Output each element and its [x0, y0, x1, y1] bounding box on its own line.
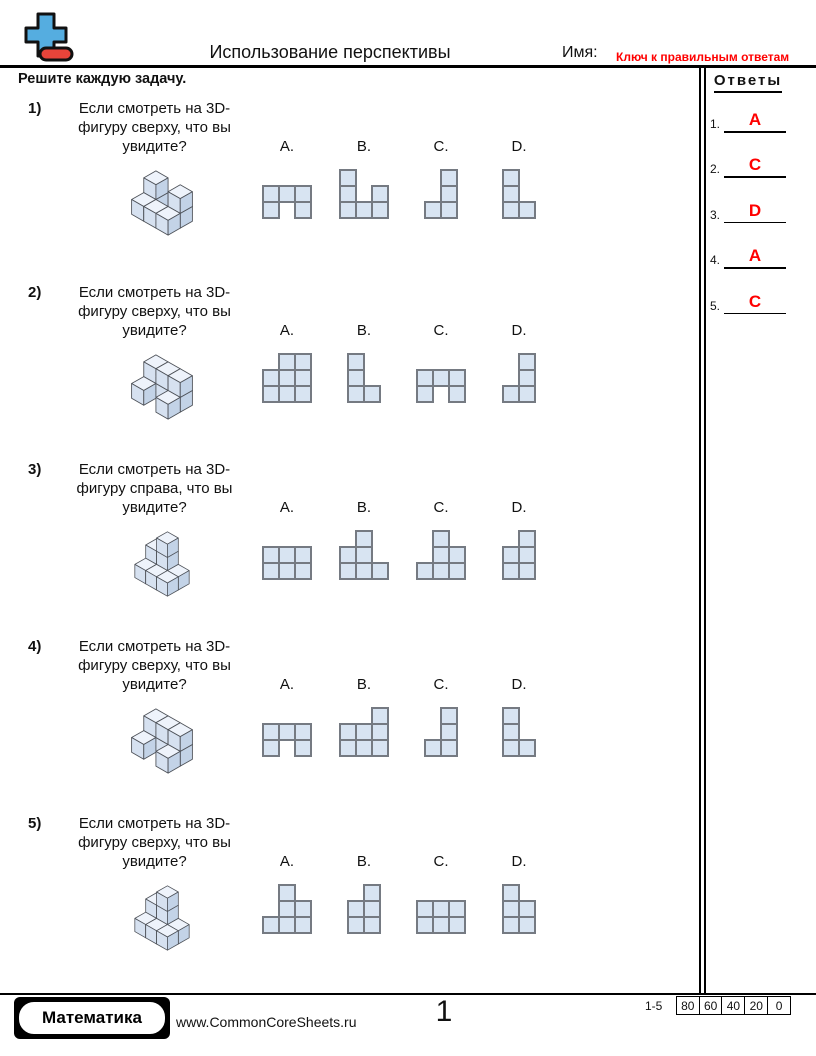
score-cell: 60 — [699, 996, 723, 1015]
option-grid-svg — [338, 529, 390, 581]
answer-blank-line — [724, 222, 786, 224]
option-label: B. — [356, 138, 372, 155]
figure-3d — [100, 354, 224, 420]
option-label: C. — [433, 676, 449, 693]
option-grid-svg — [261, 545, 313, 581]
option-grid — [396, 167, 486, 220]
option-grid-svg — [261, 722, 313, 758]
answer-blank-line — [724, 176, 786, 178]
option-grid — [474, 167, 564, 220]
option-grid-svg — [346, 352, 382, 404]
figure-3d — [100, 708, 224, 774]
option-label: C. — [433, 322, 449, 339]
option-grid-svg — [415, 368, 467, 404]
answer-key-label: Ключ к правильным ответам — [616, 50, 790, 64]
score-cell: 80 — [676, 996, 700, 1015]
option-grid — [396, 705, 486, 758]
question-line: Если смотреть на 3D- — [78, 284, 231, 301]
option-grid-svg — [415, 899, 467, 935]
option-grid-svg — [423, 706, 459, 758]
answer-row — [700, 246, 800, 288]
answer-number: 5. — [710, 298, 721, 313]
question-line: увидите? — [122, 676, 187, 693]
question-line: фигуру сверху, что вы — [78, 834, 231, 851]
option-label: A. — [279, 138, 295, 155]
option-grid — [396, 351, 486, 404]
website-link: www.CommonCoreSheets.ru — [176, 1014, 357, 1030]
option-grid — [396, 882, 486, 935]
figure-3d-svg — [100, 170, 224, 236]
answer-number: 3. — [710, 207, 721, 222]
option-label: D. — [511, 853, 527, 870]
figure-3d — [100, 170, 224, 236]
figure-3d-svg — [100, 354, 224, 420]
score-cell: 20 — [744, 996, 768, 1015]
question-line: увидите? — [122, 138, 187, 155]
question-text — [52, 637, 257, 694]
problem — [0, 99, 700, 264]
figure-3d — [100, 885, 224, 951]
answer-blank-line — [724, 267, 786, 269]
score-boxes — [677, 996, 791, 1015]
option-grid — [474, 351, 564, 404]
score-range-label: 1-5 — [645, 999, 663, 1013]
instructions: Решите каждую задачу. — [18, 71, 187, 87]
option-grid — [396, 528, 486, 581]
question-line: фигуру справа, что вы — [76, 480, 233, 497]
brand-badge — [14, 997, 170, 1039]
problem-number: 1) — [28, 100, 42, 117]
answer-letter: A — [748, 246, 762, 266]
option-grid-svg — [501, 883, 537, 935]
option-grid-svg — [423, 168, 459, 220]
answers-panel-title: Ответы — [706, 72, 790, 89]
option-label: D. — [511, 499, 527, 516]
minus-icon — [40, 48, 72, 60]
answer-number: 2. — [710, 162, 721, 177]
question-text — [52, 814, 257, 871]
answer-letter: C — [748, 155, 762, 175]
score-cell: 0 — [767, 996, 791, 1015]
option-grid — [474, 882, 564, 935]
option-grid-svg — [501, 529, 537, 581]
answer-row — [700, 201, 800, 243]
option-grid-svg — [501, 706, 537, 758]
option-label: B. — [356, 499, 372, 516]
problem — [0, 814, 700, 979]
problem-number: 5) — [28, 815, 42, 832]
page-number: 1 — [435, 995, 453, 1028]
problem — [0, 460, 700, 625]
question-line: Если смотреть на 3D- — [78, 815, 231, 832]
option-label: C. — [433, 853, 449, 870]
option-label: D. — [511, 322, 527, 339]
option-grid-svg — [501, 168, 537, 220]
answer-blank-line — [724, 131, 786, 133]
question-line: увидите? — [122, 853, 187, 870]
problem-number: 2) — [28, 284, 42, 301]
problem-number: 3) — [28, 461, 42, 478]
option-grid — [474, 528, 564, 581]
option-grid-svg — [338, 168, 390, 220]
question-text — [52, 99, 257, 156]
question-line: фигуру сверху, что вы — [78, 303, 231, 320]
option-grid-svg — [346, 883, 382, 935]
question-text — [52, 283, 257, 340]
answer-letter: D — [748, 200, 762, 220]
worksheet-title: Использование перспективы — [209, 42, 451, 62]
answer-number: 4. — [710, 253, 721, 268]
question-text — [52, 460, 257, 517]
question-line: увидите? — [122, 499, 187, 516]
figure-3d-svg — [100, 708, 224, 774]
question-line: увидите? — [122, 322, 187, 339]
option-label: A. — [279, 322, 295, 339]
problem — [0, 283, 700, 448]
answer-number: 1. — [710, 117, 721, 131]
figure-3d-svg — [100, 885, 224, 951]
option-grid-svg — [338, 706, 390, 758]
option-grid-svg — [415, 529, 467, 581]
option-label: A. — [279, 676, 295, 693]
option-label: A. — [279, 853, 295, 870]
answer-row — [700, 110, 800, 152]
option-label: C. — [433, 138, 449, 155]
option-label: B. — [356, 853, 372, 870]
option-label: B. — [356, 676, 372, 693]
option-label: C. — [433, 499, 449, 516]
score-cell: 40 — [721, 996, 745, 1015]
option-label: A. — [279, 499, 295, 516]
answer-letter: A — [748, 110, 762, 129]
option-label: D. — [511, 676, 527, 693]
figure-3d-svg — [100, 531, 224, 597]
question-line: Если смотреть на 3D- — [78, 100, 231, 117]
option-grid-svg — [261, 883, 313, 935]
footer-divider — [0, 993, 816, 995]
problem — [0, 637, 700, 802]
option-grid-svg — [261, 184, 313, 220]
brand-badge-label: Математика — [17, 1000, 167, 1036]
answer-row — [700, 292, 800, 334]
answer-row — [700, 155, 800, 197]
answer-blank-line — [724, 313, 786, 315]
problem-number: 4) — [28, 638, 42, 655]
answer-letter: C — [748, 291, 762, 311]
header-divider — [0, 65, 816, 68]
name-label: Имя: — [562, 44, 598, 61]
option-grid-svg — [501, 352, 537, 404]
figure-3d — [100, 531, 224, 597]
question-line: Если смотреть на 3D- — [78, 461, 231, 478]
answers-list — [700, 110, 810, 370]
plus-minus-logo — [16, 12, 76, 66]
option-grid — [474, 705, 564, 758]
question-line: Если смотреть на 3D- — [78, 638, 231, 655]
option-label: B. — [356, 322, 372, 339]
option-label: D. — [511, 138, 527, 155]
question-line: фигуру сверху, что вы — [78, 657, 231, 674]
option-grid-svg — [261, 352, 313, 404]
question-line: фигуру сверху, что вы — [78, 119, 231, 136]
